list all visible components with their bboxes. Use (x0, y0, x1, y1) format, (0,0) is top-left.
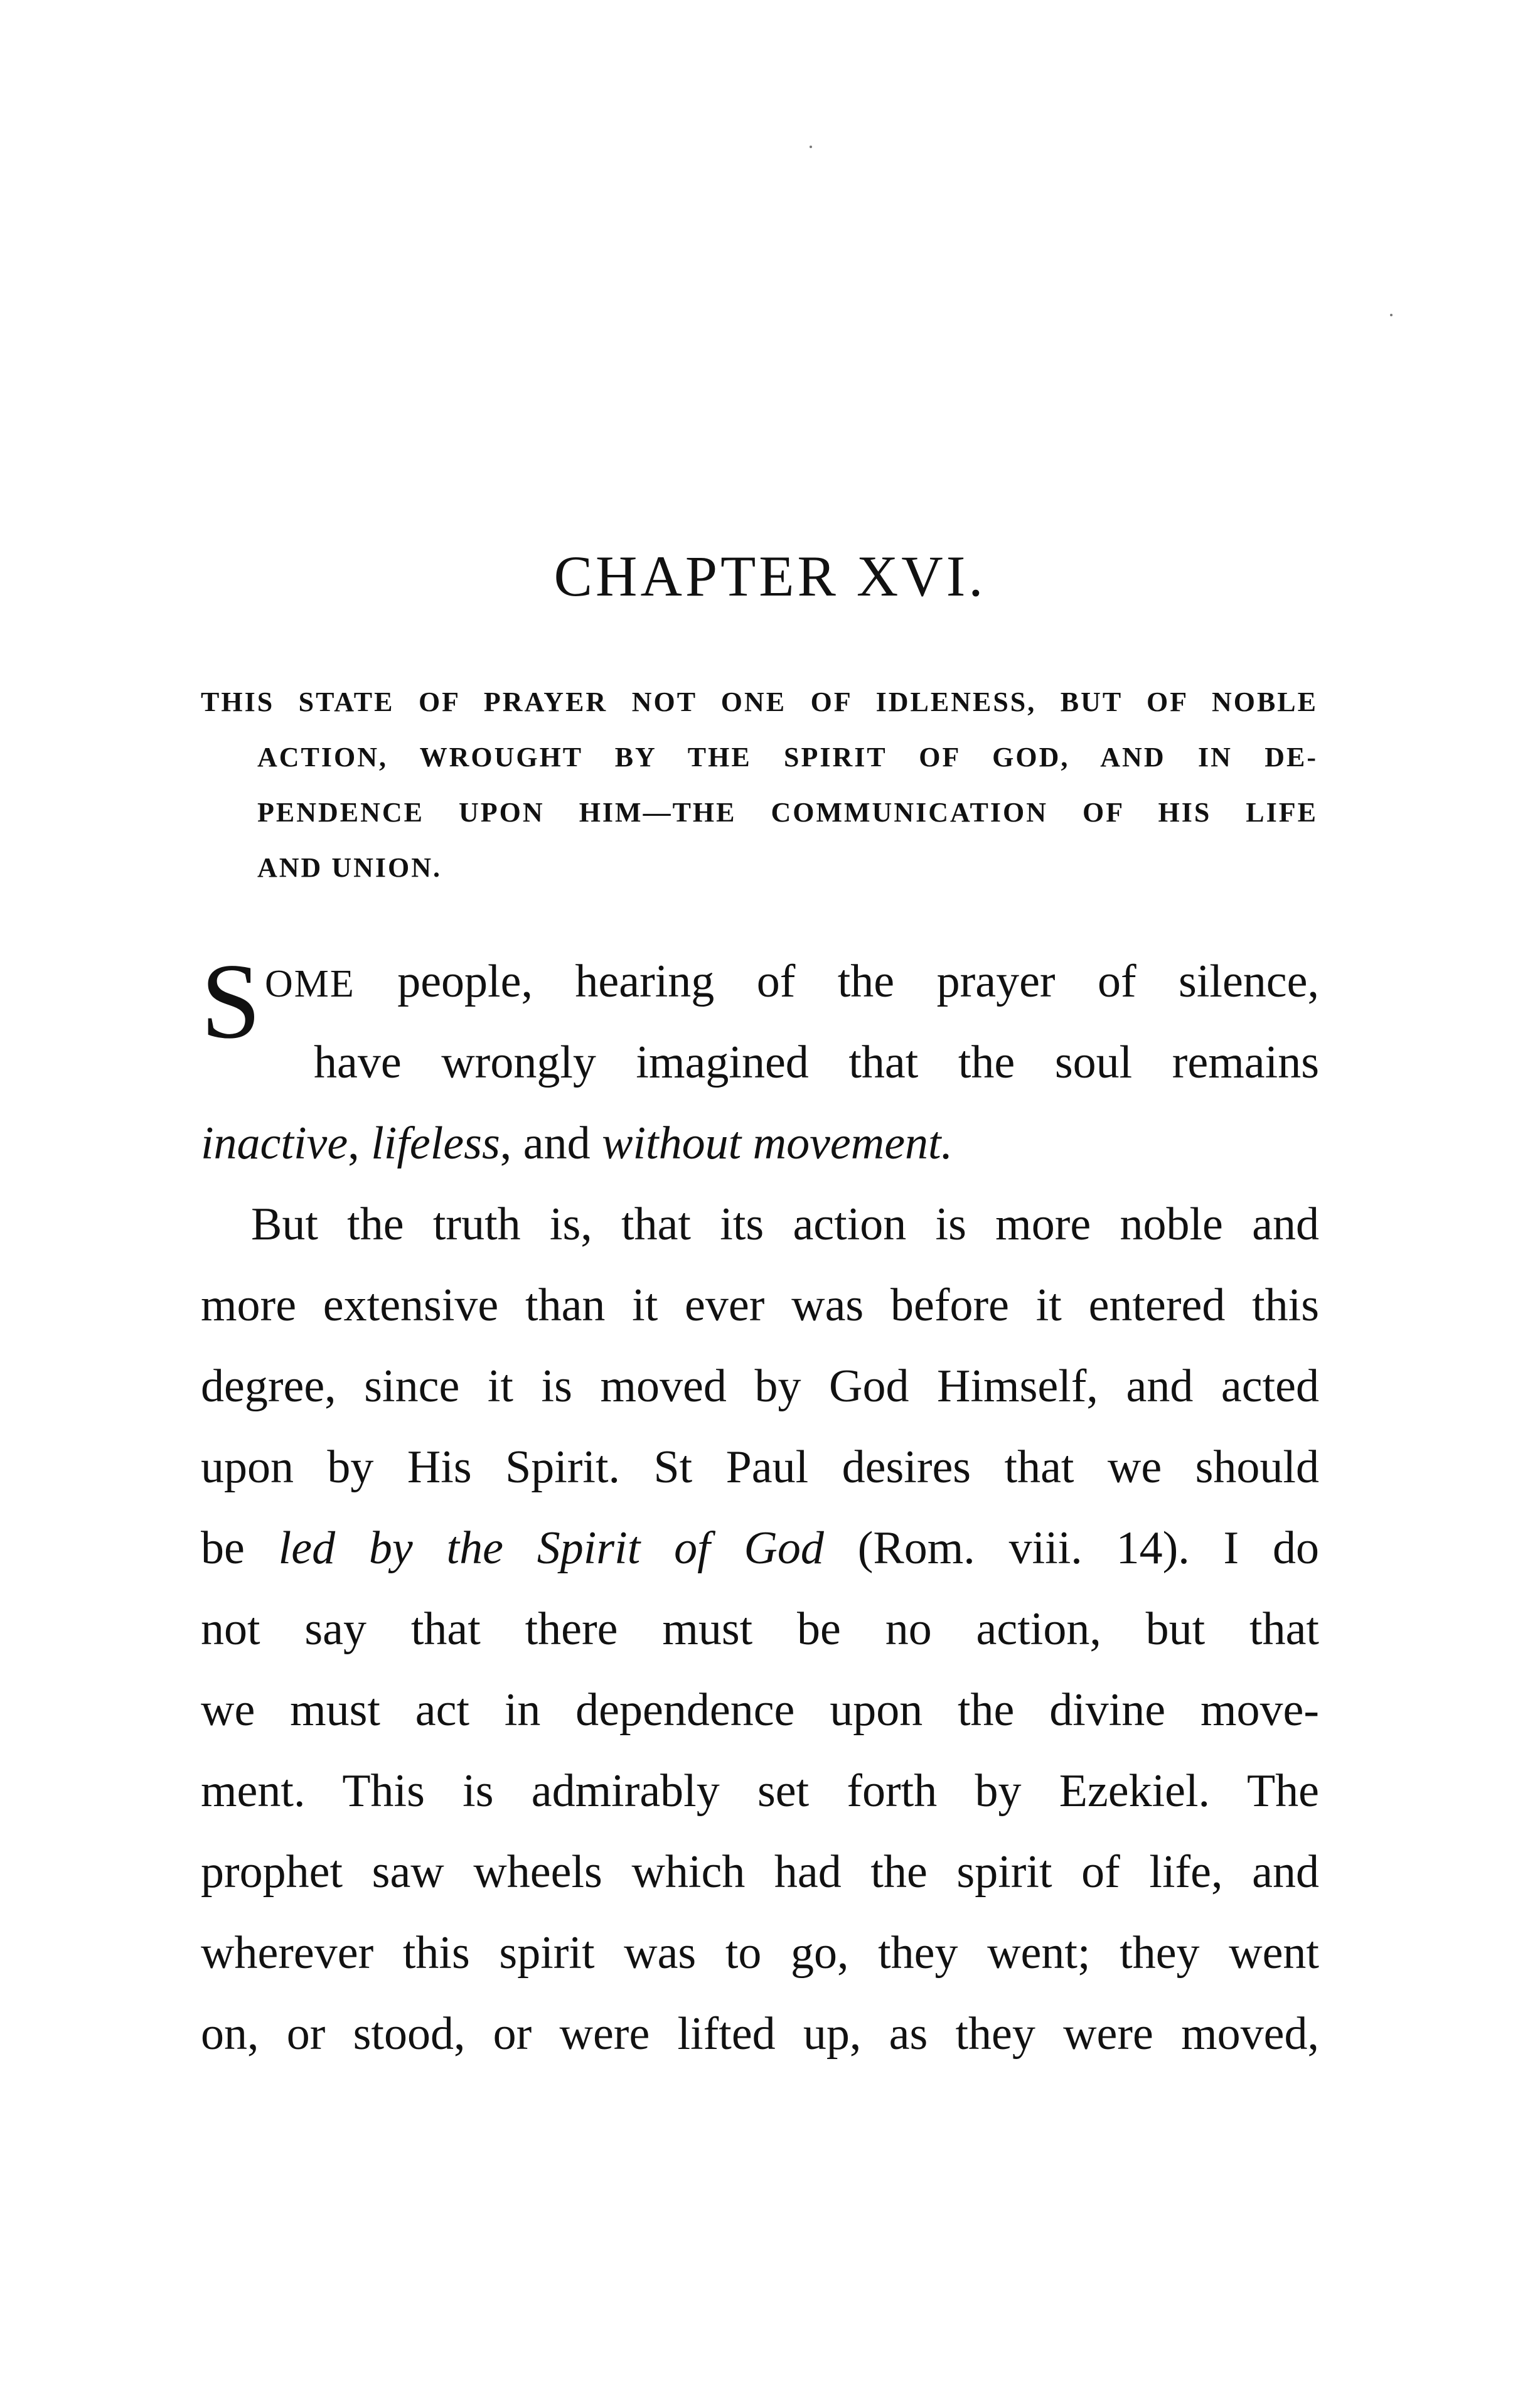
text-span: people, hearing of the prayer of silence, (355, 956, 1319, 1007)
text-line (201, 1508, 1319, 1589)
text-span: be (201, 1522, 279, 1574)
chapter-summary (201, 675, 1318, 896)
text-span: , and (500, 1118, 602, 1169)
body-text (201, 941, 1319, 2075)
paragraph-2 (201, 1184, 1319, 2075)
ink-speck (810, 146, 812, 148)
text-line: not say that there must be no action, but that (201, 1603, 1319, 1655)
text-line: But the truth is, that its action is more noble and (251, 1199, 1319, 1250)
italic-text: led by the Spirit of God (278, 1522, 824, 1574)
drop-cap: S (201, 942, 261, 1061)
chapter-title: CHAPTER XVI. (553, 544, 987, 608)
summary-line: AND UNION. (257, 852, 442, 883)
text-line: ment. This is admirably set forth by Ezekiel. The (201, 1765, 1319, 1817)
paragraph-1 (201, 941, 1319, 1184)
ink-speck (1390, 314, 1393, 316)
italic-text: lifeless (371, 1118, 500, 1169)
text-line (201, 1103, 1319, 1184)
italic-text: inactive (201, 1118, 348, 1169)
text-line: prophet saw wheels which had the spirit of life, and (201, 1846, 1319, 1898)
text-line: we must act in dependence upon the divine move- (201, 1684, 1319, 1736)
text-line: more extensive than it ever was before it entered this (201, 1280, 1319, 1331)
text-line: on, or stood, or were lifted up, as they were moved, (201, 2008, 1319, 2060)
opening-caps: OME (265, 963, 355, 1005)
text-line: wherever this spirit was to go, they went; they went (201, 1927, 1319, 1979)
text-span: (Rom. viii. 14). I do (823, 1522, 1319, 1574)
text-line (201, 941, 1319, 1022)
text-line: have wrongly imagined that the soul remains (314, 1037, 1319, 1088)
summary-line: ACTION, WROUGHT BY THE SPIRIT OF GOD, AND IN DE- (257, 742, 1318, 773)
italic-text: without movement. (602, 1118, 953, 1169)
summary-line: THIS STATE OF PRAYER NOT ONE OF IDLENESS, BUT OF NOBLE (201, 687, 1318, 717)
text-line: upon by His Spirit. St Paul desires that we should (201, 1442, 1319, 1493)
text-span: , (348, 1118, 372, 1169)
summary-line: PENDENCE UPON HIM—THE COMMUNICATION OF HIS LIFE (257, 797, 1318, 828)
text-line: degree, since it is moved by God Himself, and acted (201, 1361, 1319, 1412)
